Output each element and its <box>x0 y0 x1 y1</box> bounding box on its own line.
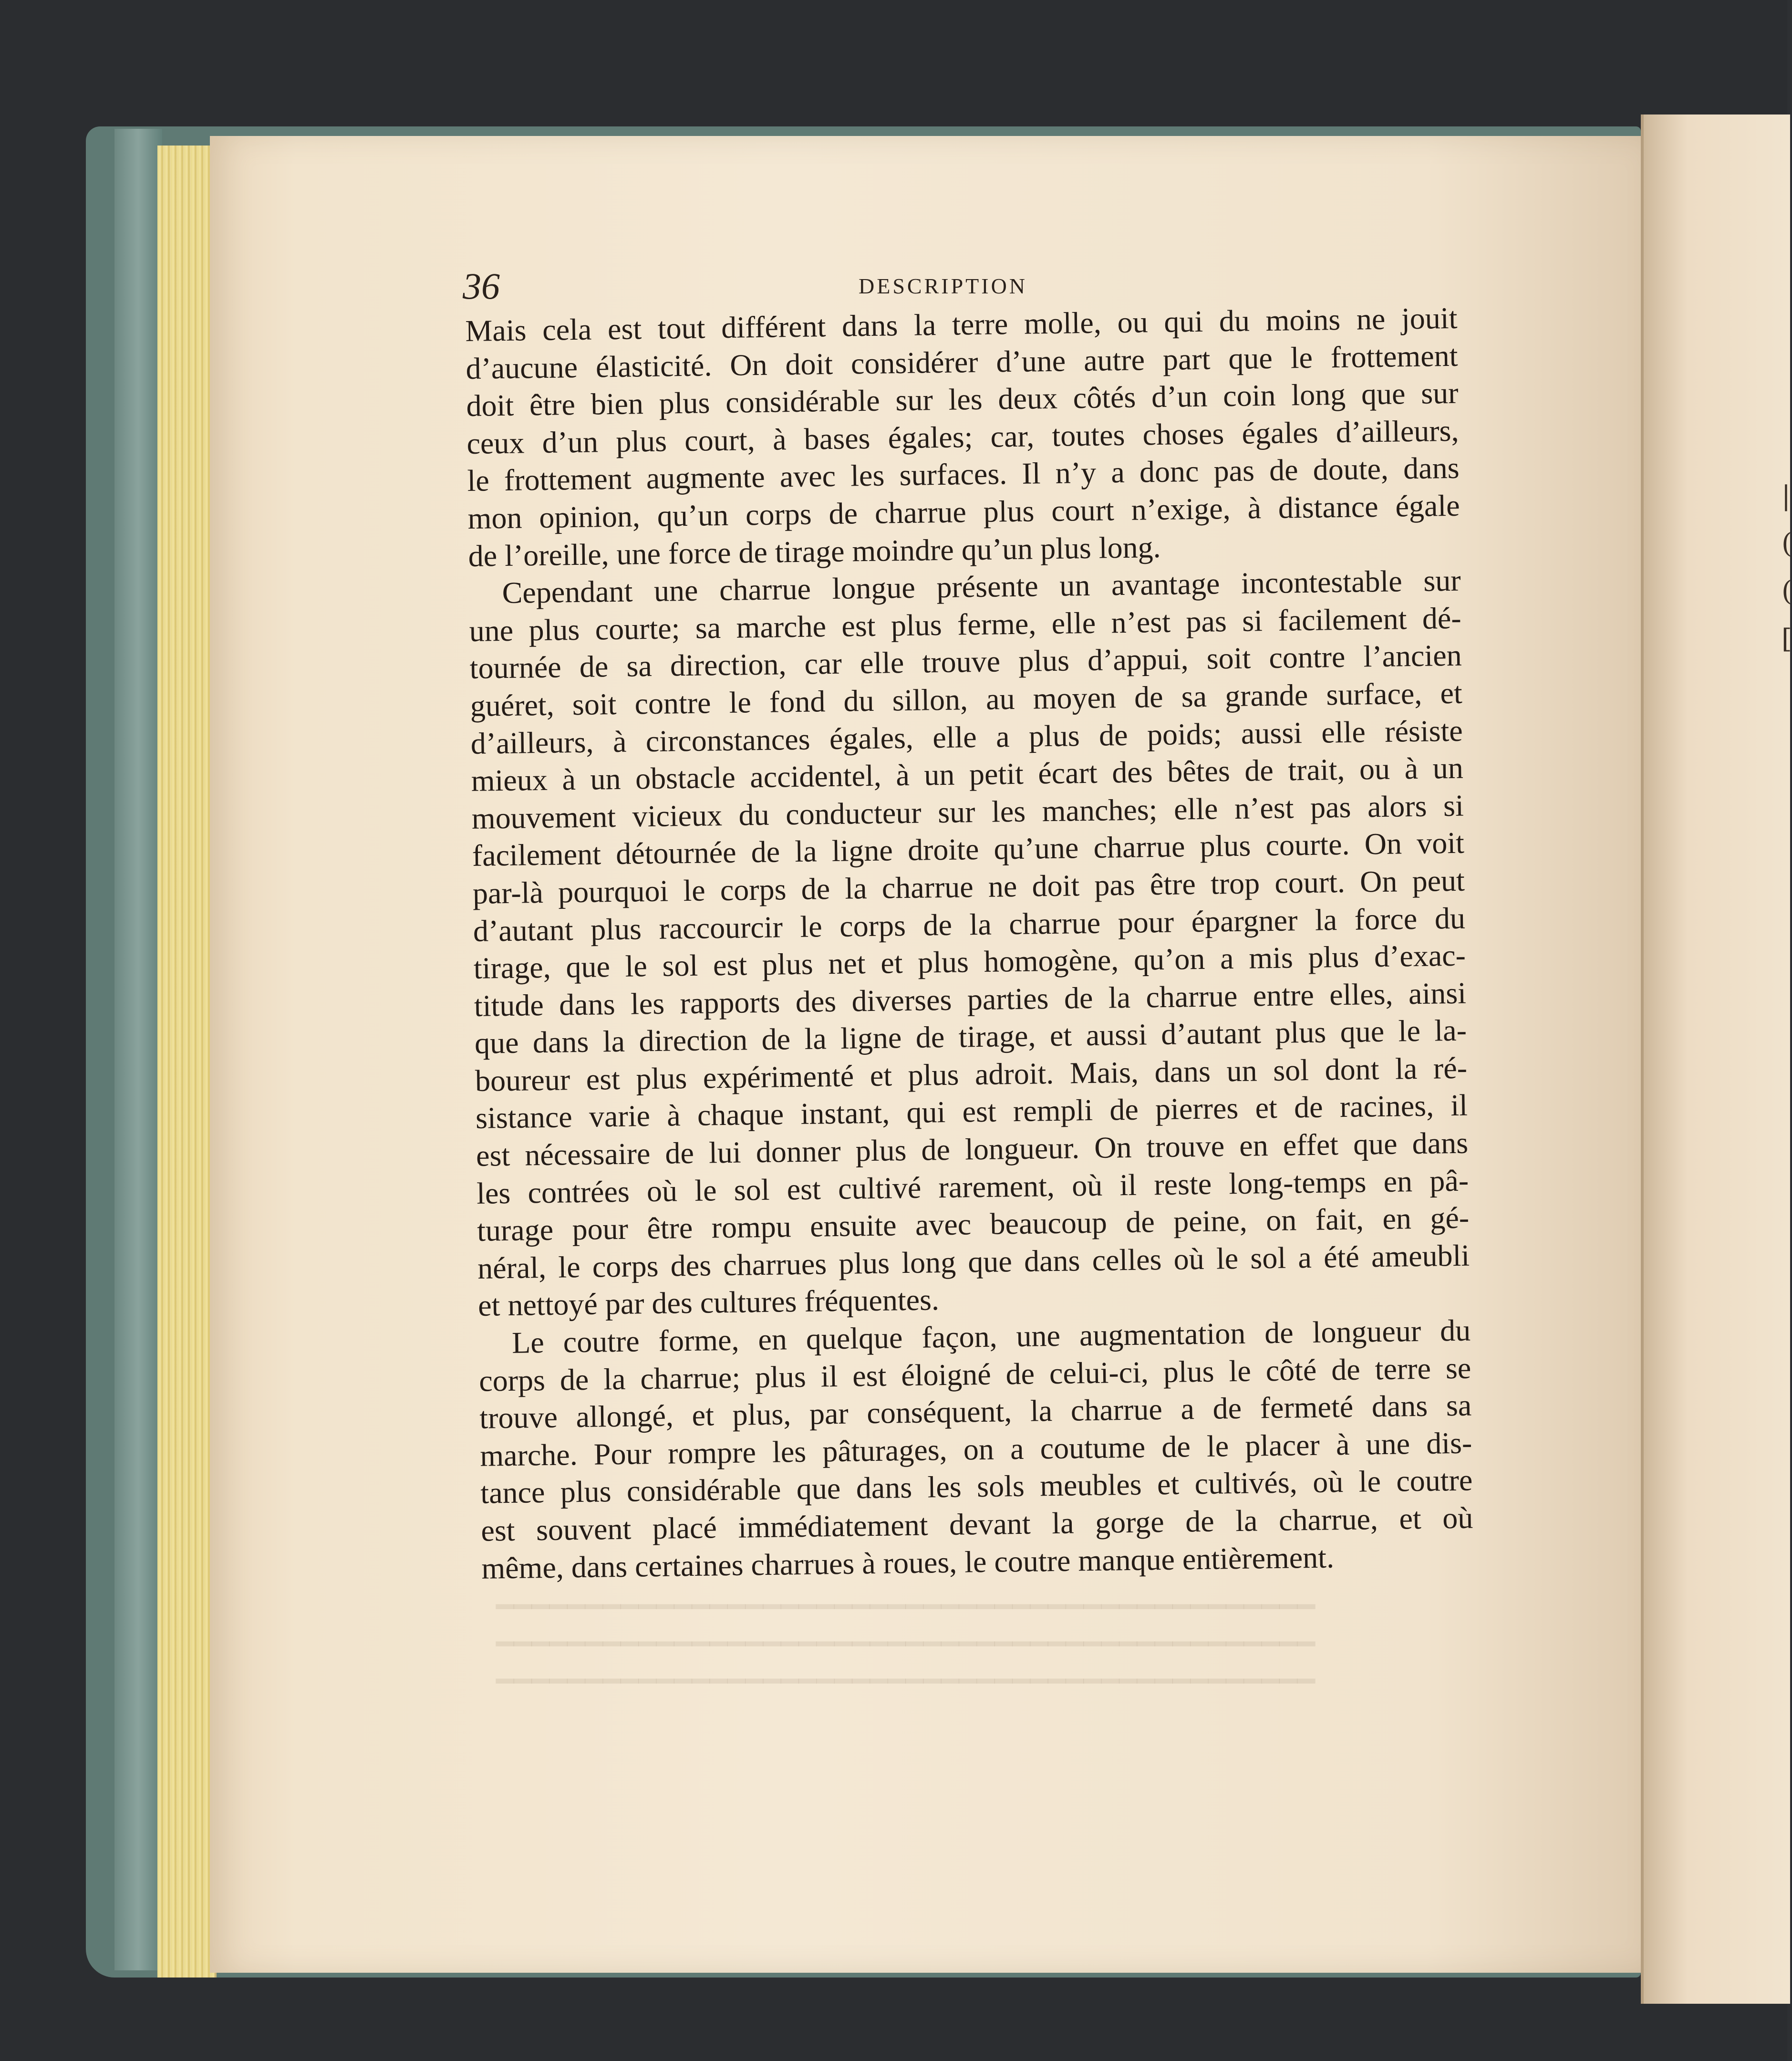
text-line: Le coutre forme, en quelque façon, une augmentation de longueur du <box>511 1313 1471 1360</box>
text-line: les contrées où le sol est cultivé rarement, où il reste long-temps en pâ- <box>476 1163 1469 1210</box>
text-line: néral, le corps des charrues plus long que dans celles où le sol a été ameubli <box>477 1238 1470 1285</box>
text-line: mon opinion, qu’un corps de charrue plus court n’exige, à distance égale <box>467 488 1460 535</box>
body-text <box>465 300 1474 1587</box>
text-line: le frottement augmente avec les surfaces. Il n’y a donc pas de doute, dans <box>467 451 1460 498</box>
text-line: mouvement vicieux du conducteur sur les manches; elle n’est pas alors si <box>471 788 1464 835</box>
facing-page-marks: | ( ( [ <box>1782 480 1792 655</box>
text-line: sistance varie à chaque instant, qui est rempli de pierres et de racines, il <box>475 1088 1468 1135</box>
text-line: facilement détournée de la ligne droite qu’une charrue plus courte. On voit <box>472 825 1465 873</box>
bleed-through-text: ━━━━━━━━━━━━━━━━━━━━━━━━━━━━━━━━━━━━━━━━━━━━━━ ━━━━━━━━━━━━━━━━━━━━━━━━━━━━━━━━━━━━━━━━━━━━━━ ━━━━━━━━━━━━━━━━━━━━━━━━━━━━━━━━━━━━━━━━━━━━━━ <box>496 1591 1316 1698</box>
text-line: même, dans certaines charrues à roues, le coutre manque entièrement. <box>481 1540 1335 1585</box>
text-line: tirage, que le sol est plus net et plus homogène, qu’on a mis plus d’exac- <box>473 938 1466 985</box>
text-line: marche. Pour rompre les pâturages, on a coutume de le placer à une dis- <box>479 1426 1472 1473</box>
text-line: une plus courte; sa marche est plus ferme, elle n’est pas si facilement dé- <box>469 601 1462 648</box>
text-line: est souvent placé immédiatement devant la gorge de la charrue, et où <box>480 1500 1473 1548</box>
page-edges <box>157 146 217 1978</box>
text-line: d’ailleurs, à circonstances égales, elle a plus de poids; aussi elle résiste <box>470 713 1463 760</box>
text-line: boureur est plus expérimenté et plus adroit. Mais, dans un sol dont la ré- <box>475 1051 1468 1098</box>
text-line: est nécessaire de lui donner plus de longueur. On trouve en effet que dans <box>476 1125 1469 1173</box>
facing-page-edge <box>1641 114 1790 2004</box>
text-line: turage pour être rompu ensuite avec beaucoup de peine, on fait, en gé- <box>476 1200 1470 1248</box>
text-line: mieux à un obstacle accidentel, à un petit écart des bêtes de trait, ou à un <box>471 750 1464 798</box>
text-line: corps de la charrue; plus il est éloigné de celui-ci, plus le côté de terre se <box>478 1351 1471 1398</box>
text-line: Mais cela est tout différent dans la terre molle, ou qui du moins ne jouit <box>465 301 1458 348</box>
text-line: titude dans les rapports des diverses parties de la charrue entre elles, ainsi <box>474 976 1467 1023</box>
text-line: tance plus considérable que dans les sols meubles et cultivés, où le coutre <box>480 1463 1473 1510</box>
running-head: DESCRIPTION <box>859 274 1028 298</box>
text-line: d’aucune élasticité. On doit considérer d’une autre part que le frottement <box>466 338 1458 385</box>
book-spine-cloth <box>114 129 162 1970</box>
text-line: de l’oreille, une force de tirage moindre qu’un plus long. <box>468 530 1161 573</box>
text-line: tournée de sa direction, car elle trouve plus d’appui, soit contre l’ancien <box>469 638 1462 686</box>
text-line: doit être bien plus considérable sur les deux côtés d’un coin long que sur <box>466 375 1459 423</box>
text-line: ceux d’un plus court, à bases égales; car, toutes choses égales d’ailleurs, <box>466 413 1459 460</box>
text-line: d’autant plus raccourcir le corps de la charrue pour épargner la force du <box>473 901 1466 948</box>
text-line: trouve allongé, et plus, par conséquent, la charrue a de fermeté dans sa <box>479 1388 1472 1436</box>
text-line: Cependant une charrue longue présente un avantage incontestable sur <box>502 563 1461 610</box>
text-line: que dans la direction de la ligne de tirage, et aussi d’autant plus que le la- <box>474 1013 1467 1061</box>
page-number: 36 <box>463 265 500 307</box>
text-line: et nettoyé par des cultures fréquentes. <box>477 1282 940 1323</box>
text-line: guéret, soit contre le fond du sillon, au moyen de sa grande surface, et <box>470 676 1463 723</box>
text-line: par-là pourquoi le corps de la charrue ne doit pas être trop court. On peut <box>472 863 1465 910</box>
